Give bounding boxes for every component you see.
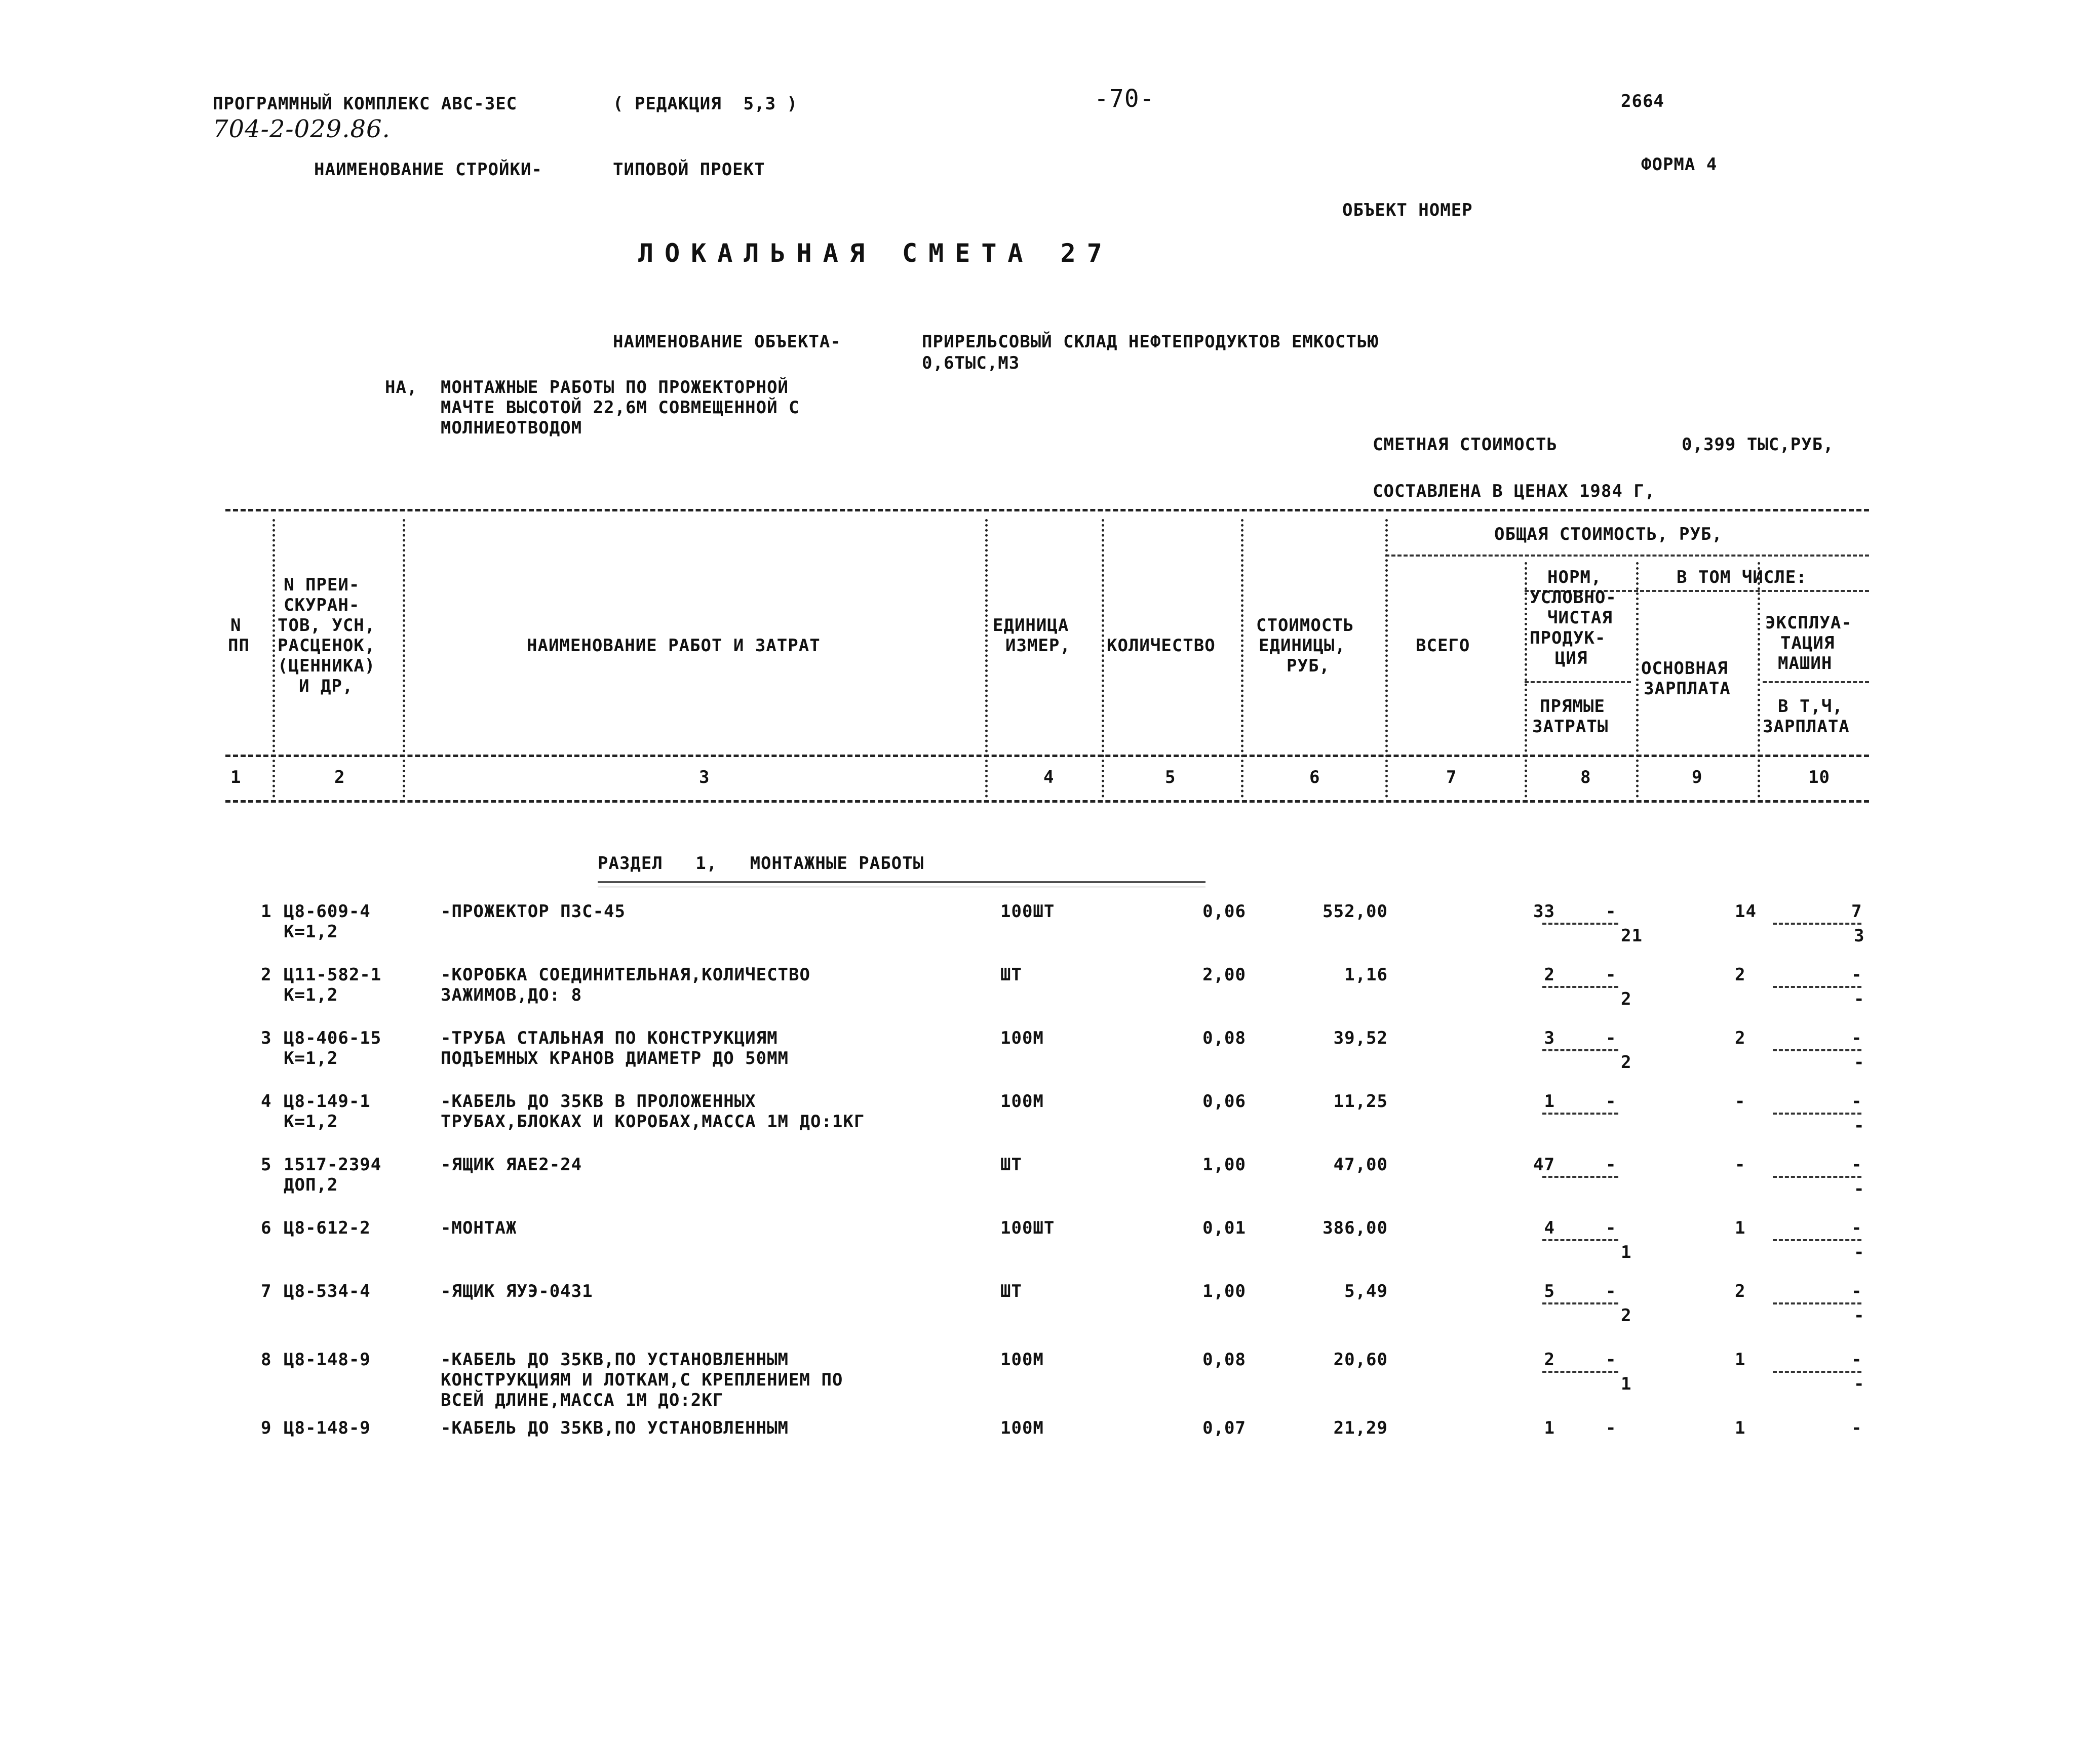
col-1-header-b: ПП: [228, 636, 250, 656]
col-number-9: 9: [1692, 767, 1703, 787]
row-name-line: ВСЕЙ ДЛИНЕ,МАССА 1М ДО:2КГ: [441, 1390, 724, 1410]
row-col8-split: [1542, 923, 1618, 925]
row-unit-price: 1,16: [1344, 965, 1388, 985]
construction-label: НАИМЕНОВАНИЕ СТРОЙКИ-: [314, 160, 542, 180]
col-4-header-b: ИЗМЕР,: [1005, 636, 1071, 656]
row-col8: -: [1606, 965, 1617, 985]
row-unit-price: 11,25: [1333, 1091, 1388, 1112]
row-col10-split: [1773, 986, 1861, 988]
row-number: 1: [261, 901, 272, 922]
col8-split-rule: [1525, 681, 1631, 683]
col-6-header-a: СТОИМОСТЬ: [1256, 615, 1354, 636]
document-code: 2664: [1621, 91, 1664, 111]
row-code: Ц8-534-4: [284, 1281, 371, 1301]
row-unit: 100М: [1000, 1418, 1044, 1438]
row-unit-price: 386,00: [1323, 1218, 1388, 1238]
col-2-header-2: СКУРАН-: [284, 595, 360, 615]
col-divider-5: [1241, 519, 1243, 798]
handwritten-project-code: 704-2-029.86.: [213, 115, 391, 143]
row-quantity: 0,06: [1202, 901, 1246, 922]
table-header-rule: [225, 755, 1869, 757]
row-number: 7: [261, 1281, 272, 1301]
col-8-lower-2: ЗАТРАТЫ: [1532, 717, 1609, 737]
col-7-header: ВСЕГО: [1416, 636, 1470, 656]
col-number-8: 8: [1580, 767, 1591, 787]
col-number-6: 6: [1309, 767, 1320, 787]
row-col10-split: [1773, 1049, 1861, 1051]
row-unit-price: 20,60: [1333, 1350, 1388, 1370]
row-total: 1: [1544, 1418, 1555, 1438]
row-code-extra: ДОП,2: [284, 1175, 338, 1195]
col-number-1: 1: [230, 767, 242, 787]
col-6-header-b: ЕДИНИЦЫ,: [1259, 636, 1346, 656]
row-col8: -: [1606, 1091, 1617, 1112]
row-number: 4: [261, 1091, 272, 1112]
row-col8-split: [1542, 1113, 1618, 1115]
including-header: В ТОМ ЧИСЛЕ:: [1677, 567, 1807, 587]
row-quantity: 1,00: [1202, 1281, 1246, 1301]
row-col8-lower: 1: [1621, 1242, 1632, 1262]
row-col8: -: [1606, 1350, 1617, 1370]
row-number: 2: [261, 965, 272, 985]
row-quantity: 1,00: [1202, 1155, 1246, 1175]
row-col10-value: -: [1851, 1155, 1862, 1175]
col-8-header-2: УСЛОВНО-: [1530, 587, 1617, 608]
row-number: 3: [261, 1028, 272, 1048]
row-name-line: ТРУБАХ,БЛОКАХ И КОРОБАХ,МАССА 1М ДО:1КГ: [441, 1112, 865, 1132]
row-quantity: 0,08: [1202, 1028, 1246, 1048]
row-col10-value: 7: [1851, 901, 1862, 922]
col-number-4: 4: [1043, 767, 1055, 787]
row-unit-price: 39,52: [1333, 1028, 1388, 1048]
row-col10: 1: [1735, 1418, 1746, 1438]
col-8-lower-1: ПРЯМЫЕ: [1540, 696, 1605, 717]
row-col10-split: [1773, 1371, 1861, 1373]
col-number-7: 7: [1446, 767, 1457, 787]
row-total: 33: [1533, 901, 1555, 922]
row-number: 6: [261, 1218, 272, 1238]
col-divider-9: [1758, 562, 1760, 798]
row-name-line: -ЯЩИК ЯАЕ2-24: [441, 1155, 582, 1175]
row-col10: 2: [1735, 1281, 1746, 1301]
row-code: Ц11-582-1: [284, 965, 382, 985]
row-col10: -: [1735, 1155, 1746, 1175]
prices-basis: СОСТАВЛЕНА В ЦЕНАХ 1984 Г,: [1373, 481, 1656, 501]
row-col10-value: -: [1851, 1418, 1862, 1438]
col-3-header: НАИМЕНОВАНИЕ РАБОТ И ЗАТРАТ: [527, 636, 821, 656]
program-name: ПРОГРАММНЫЙ КОМПЛЕКС АВС-ЗЕС: [213, 94, 518, 114]
row-code: Ц8-148-9: [284, 1350, 371, 1370]
col-divider-1: [273, 519, 275, 798]
row-code-extra: К=1,2: [284, 922, 338, 942]
row-code: Ц8-612-2: [284, 1218, 371, 1238]
row-col10-lower: -: [1854, 989, 1865, 1009]
row-col8-lower: 2: [1621, 989, 1632, 1009]
col-1-header-a: N: [230, 615, 242, 636]
col-divider-6: [1385, 519, 1388, 798]
row-unit: 100ШТ: [1000, 1218, 1055, 1238]
col-2-header-1: N ПРЕИ-: [284, 575, 360, 595]
row-unit-price: 552,00: [1323, 901, 1388, 922]
row-col8: -: [1606, 901, 1617, 922]
row-col10-lower: -: [1854, 1374, 1865, 1394]
col-divider-4: [1102, 519, 1104, 798]
col-10-header-1: ЭКСПЛУА-: [1765, 613, 1852, 633]
row-unit: ШТ: [1000, 1155, 1022, 1175]
row-unit: 100ШТ: [1000, 901, 1055, 922]
row-col8-split: [1542, 1239, 1618, 1241]
row-quantity: 0,01: [1202, 1218, 1246, 1238]
row-name-line: ЗАЖИМОВ,ДО: 8: [441, 985, 582, 1005]
col-8-header-4: ПРОДУК-: [1530, 628, 1606, 648]
row-total: 47: [1533, 1155, 1555, 1175]
row-col10-value: -: [1851, 1218, 1862, 1238]
row-code: 1517-2394: [284, 1155, 382, 1175]
row-number: 9: [261, 1418, 272, 1438]
estimated-cost-label: СМЕТНАЯ СТОИМОСТЬ: [1373, 434, 1558, 455]
col-10-lower-1: В Т,Ч,: [1778, 696, 1843, 717]
col-divider-7: [1525, 562, 1527, 798]
section-underline: [598, 881, 1205, 888]
row-col10-split: [1773, 1113, 1861, 1115]
row-col8: -: [1606, 1218, 1617, 1238]
col-divider-2: [403, 519, 405, 798]
row-col8-lower: 21: [1621, 926, 1643, 946]
row-total: 1: [1544, 1091, 1555, 1112]
row-code-extra: К=1,2: [284, 1112, 338, 1132]
row-code: Ц8-609-4: [284, 901, 371, 922]
document-title: ЛОКАЛЬНАЯ СМЕТА 27: [638, 239, 1113, 268]
row-col8: -: [1606, 1155, 1617, 1175]
row-col8-lower: 2: [1621, 1305, 1632, 1326]
row-quantity: 0,08: [1202, 1350, 1246, 1370]
row-col10-lower: 3: [1854, 926, 1865, 946]
row-name-line: -КАБЕЛЬ ДО 35КВ,ПО УСТАНОВЛЕННЫМ: [441, 1418, 789, 1438]
col-6-header-c: РУБ,: [1287, 656, 1330, 676]
row-col10-lower: -: [1854, 1179, 1865, 1199]
col-number-5: 5: [1165, 767, 1176, 787]
row-name-line: ПОДЪЕМНЫХ КРАНОВ ДИАМЕТР ДО 50ММ: [441, 1048, 789, 1069]
row-name-line: -ПРОЖЕКТОР ПЗС-45: [441, 901, 626, 922]
col-10-header-3: МАШИН: [1778, 653, 1833, 674]
row-code: Ц8-406-15: [284, 1028, 382, 1048]
col-2-header-6: И ДР,: [299, 676, 354, 696]
col-4-header-a: ЕДИНИЦА: [993, 615, 1069, 636]
row-col10: 1: [1735, 1350, 1746, 1370]
row-number: 5: [261, 1155, 272, 1175]
row-col8-lower: 1: [1621, 1374, 1632, 1394]
row-total: 2: [1544, 965, 1555, 985]
row-col8-split: [1542, 1176, 1618, 1178]
row-unit-price: 47,00: [1333, 1155, 1388, 1175]
row-unit: ШТ: [1000, 965, 1022, 985]
row-col10-lower: -: [1854, 1242, 1865, 1262]
col-divider-8: [1636, 562, 1639, 798]
col-9-header-b: ЗАРПЛАТА: [1644, 679, 1731, 699]
row-col10-value: -: [1851, 1091, 1862, 1112]
row-code: Ц8-148-9: [284, 1418, 371, 1438]
row-col10-lower: -: [1854, 1116, 1865, 1136]
work-description-line3: МОЛНИЕОТВОДОМ: [441, 418, 582, 438]
row-col8-split: [1542, 1049, 1618, 1051]
col-10-lower-2: ЗАРПЛАТА: [1763, 717, 1850, 737]
col-8-header-1: НОРМ,: [1547, 567, 1602, 587]
row-code-extra: К=1,2: [284, 985, 338, 1005]
col-2-header-5: (ЦЕННИКА): [278, 656, 376, 676]
row-col10-split: [1773, 1302, 1861, 1304]
form-label: ФОРМА 4: [1641, 154, 1718, 175]
row-col8-split: [1542, 986, 1618, 988]
object-value-line2: 0,6ТЫС,М3: [922, 353, 1020, 373]
row-quantity: 0,07: [1202, 1418, 1246, 1438]
construction-value: ТИПОВОЙ ПРОЕКТ: [613, 160, 765, 180]
row-unit: 100М: [1000, 1350, 1044, 1370]
row-name-line: -КАБЕЛЬ ДО 35КВ В ПРОЛОЖЕННЫХ: [441, 1091, 756, 1112]
row-col8-split: [1542, 1302, 1618, 1304]
row-name-line: -МОНТАЖ: [441, 1218, 517, 1238]
row-col10-value: -: [1851, 1350, 1862, 1370]
col-5-header: КОЛИЧЕСТВО: [1107, 636, 1216, 656]
row-unit: 100М: [1000, 1091, 1044, 1112]
table-numbers-rule: [225, 800, 1869, 803]
row-col10: 2: [1735, 1028, 1746, 1048]
group-sub-rule: [1385, 555, 1869, 557]
estimated-cost-value: 0,399 ТЫС,РУБ,: [1682, 434, 1834, 455]
row-col10-split: [1773, 1176, 1861, 1178]
col-2-header-3: ТОВ, УСН,: [278, 615, 376, 636]
edition-label: ( РЕДАКЦИЯ 5,3 ): [613, 94, 798, 114]
row-col10: 2: [1735, 965, 1746, 985]
row-col8-split: [1542, 1371, 1618, 1373]
row-unit: 100М: [1000, 1028, 1044, 1048]
row-col8: -: [1606, 1418, 1617, 1438]
total-cost-group-header: ОБЩАЯ СТОИМОСТЬ, РУБ,: [1494, 524, 1723, 544]
row-col10-lower: -: [1854, 1052, 1865, 1073]
col-10-header-2: ТАЦИЯ: [1780, 633, 1835, 653]
row-col10-value: -: [1851, 1281, 1862, 1301]
row-col10-value: -: [1851, 1028, 1862, 1048]
work-description-line2: МАЧТЕ ВЫСОТОЙ 22,6М СОВМЕЩЕННОЙ С: [441, 398, 800, 418]
col-number-2: 2: [334, 767, 345, 787]
row-total: 3: [1544, 1028, 1555, 1048]
row-col10-split: [1773, 1239, 1861, 1241]
row-quantity: 0,06: [1202, 1091, 1246, 1112]
col-8-header-5: ЦИЯ: [1555, 648, 1588, 668]
row-col10: 14: [1735, 901, 1757, 922]
row-col10-split: [1773, 923, 1861, 925]
page-number: -70-: [1094, 85, 1155, 113]
section-title: РАЗДЕЛ 1, МОНТАЖНЫЕ РАБОТЫ: [598, 853, 924, 874]
work-description-line1: МОНТАЖНЫЕ РАБОТЫ ПО ПРОЖЕКТОРНОЙ: [441, 377, 789, 398]
row-col10: 1: [1735, 1218, 1746, 1238]
row-name-line: -КАБЕЛЬ ДО 35КВ,ПО УСТАНОВЛЕННЫМ: [441, 1350, 789, 1370]
work-label: НА,: [385, 377, 418, 398]
row-col8-lower: 2: [1621, 1052, 1632, 1073]
row-col10: -: [1735, 1091, 1746, 1112]
col-divider-3: [985, 519, 988, 798]
row-name-line: КОНСТРУКЦИЯМ И ЛОТКАМ,С КРЕПЛЕНИЕМ ПО: [441, 1370, 843, 1390]
row-col8: -: [1606, 1281, 1617, 1301]
table-top-rule: [225, 509, 1869, 511]
col-9-header-a: ОСНОВНАЯ: [1641, 658, 1728, 679]
col-2-header-4: РАСЦЕНОК,: [278, 636, 376, 656]
row-unit-price: 5,49: [1344, 1281, 1388, 1301]
row-total: 2: [1544, 1350, 1555, 1370]
object-number-label: ОБЪЕКТ НОМЕР: [1342, 200, 1473, 220]
row-col10-lower: -: [1854, 1305, 1865, 1326]
col-8-header-3: ЧИСТАЯ: [1547, 608, 1613, 628]
row-total: 4: [1544, 1218, 1555, 1238]
row-name-line: -ТРУБА СТАЛЬНАЯ ПО КОНСТРУКЦИЯМ: [441, 1028, 778, 1048]
row-col8: -: [1606, 1028, 1617, 1048]
row-unit-price: 21,29: [1333, 1418, 1388, 1438]
row-code: Ц8-149-1: [284, 1091, 371, 1112]
row-code-extra: К=1,2: [284, 1048, 338, 1069]
row-total: 5: [1544, 1281, 1555, 1301]
row-col10-value: -: [1851, 965, 1862, 985]
object-label: НАИМЕНОВАНИЕ ОБЪЕКТА-: [613, 332, 841, 352]
row-unit: ШТ: [1000, 1281, 1022, 1301]
col10-split-rule: [1763, 681, 1869, 683]
row-number: 8: [261, 1350, 272, 1370]
object-value-line1: ПРИРЕЛЬСОВЫЙ СКЛАД НЕФТЕПРОДУКТОВ ЕМКОСТЬЮ: [922, 332, 1379, 352]
row-name-line: -ЯЩИК ЯУЭ-0431: [441, 1281, 593, 1301]
col-number-10: 10: [1808, 767, 1830, 787]
row-quantity: 2,00: [1202, 965, 1246, 985]
col-number-3: 3: [699, 767, 710, 787]
row-name-line: -КОРОБКА СОЕДИНИТЕЛЬНАЯ,КОЛИЧЕСТВО: [441, 965, 810, 985]
